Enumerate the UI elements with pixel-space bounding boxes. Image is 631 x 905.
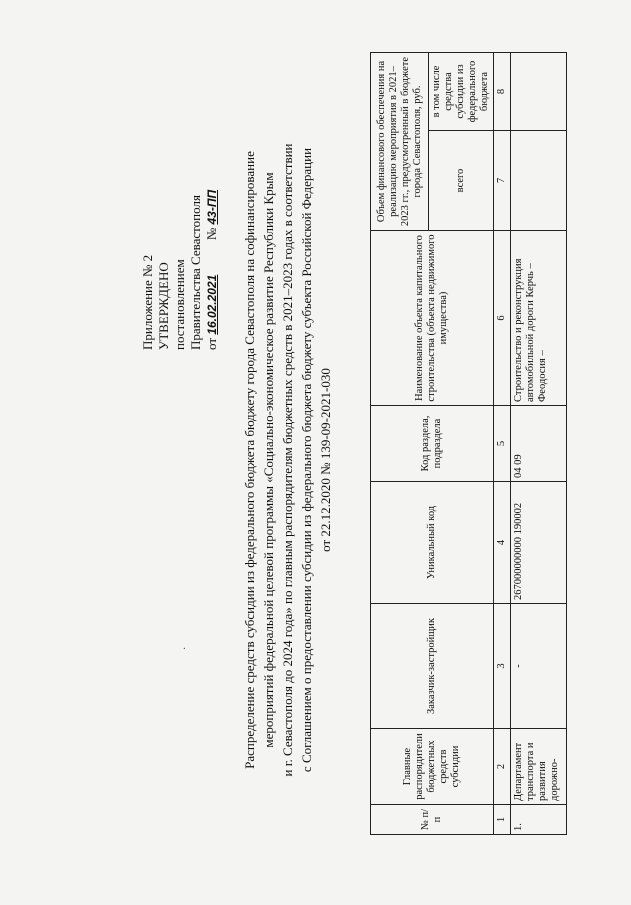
number-prefix: №: [204, 227, 219, 241]
colnum: 7: [494, 131, 511, 231]
title-line-1: Распределение средств субсидии из федерального бюджета бюджету города Севастополя на софинансирование: [242, 151, 257, 769]
header-num: № п/п: [371, 805, 494, 835]
resolution-label: постановлением: [172, 259, 187, 350]
header-total: всего: [429, 131, 494, 231]
header-customer: Заказчик-застройщик: [371, 604, 494, 729]
header-object-name: Наименование объекта капитального строительства (объекта недвижимого имущества): [371, 231, 494, 406]
row-section-code: 04 09: [511, 406, 567, 482]
header-federal: в том числе средства субсидии из федерального бюджета: [429, 53, 494, 131]
appendix-number: Приложение № 2: [140, 254, 155, 350]
row-unique-code: 267000000000 190002: [511, 482, 567, 604]
colnum: 5: [494, 406, 511, 482]
approval-block: [140, 120, 220, 350]
table-row: [511, 53, 567, 835]
header-section-code: Код раздела, подраздела: [371, 406, 494, 482]
header-funding-volume: Объем финансового обеспечения на реализацию мероприятия в 2021–2023 гг., предусмотренный в бюджете города Севастополя, руб.: [371, 53, 429, 231]
title-line-2: мероприятий федеральной целевой программы «Социально-экономическое развитие Республики Крым: [261, 172, 276, 748]
colnum: 1: [494, 805, 511, 835]
colnum: 2: [494, 729, 511, 805]
handwritten-date: 16.02.2021: [205, 274, 219, 335]
header-row: [371, 53, 429, 835]
handwritten-number: 43-ПП: [205, 189, 219, 225]
government-label: Правительства Севастополя: [188, 195, 203, 350]
approved-label: УТВЕРЖДЕНО: [156, 262, 171, 350]
document-title: [240, 80, 335, 840]
colnum: 8: [494, 53, 511, 131]
date-number-line: [204, 120, 220, 350]
row-customer: -: [511, 604, 567, 729]
distribution-table: [370, 52, 567, 835]
row-object-name: Строительство и реконструкция автомобильной дороги Керчь – Феодосия –: [511, 231, 567, 406]
header-main-managers: Главные распорядители бюджетных средств субсидии: [371, 729, 494, 805]
colnum: 4: [494, 482, 511, 604]
colnum: 6: [494, 231, 511, 406]
row-manager: Департамент транспорта и развития дорожно-: [511, 729, 567, 805]
row-federal: [511, 53, 567, 131]
scan-dot: ·: [180, 646, 191, 650]
title-line-5: от 22.12.2020 № 139-09-2021-030: [318, 368, 333, 552]
title-line-3: и г. Севастополя до 2024 года» по главным распорядителям бюджетных средств в 2021–2023 годах в соответствии: [280, 143, 295, 777]
header-unique-code: Уникальный код: [371, 482, 494, 604]
row-total: [511, 131, 567, 231]
column-number-row: [494, 53, 511, 835]
row-num: 1.: [511, 805, 567, 835]
title-line-4: с Соглашением о предоставлении субсидии из федерального бюджета бюджету субъекта Российской Федерации: [299, 147, 314, 773]
date-prefix: от: [204, 337, 219, 350]
colnum: 3: [494, 604, 511, 729]
